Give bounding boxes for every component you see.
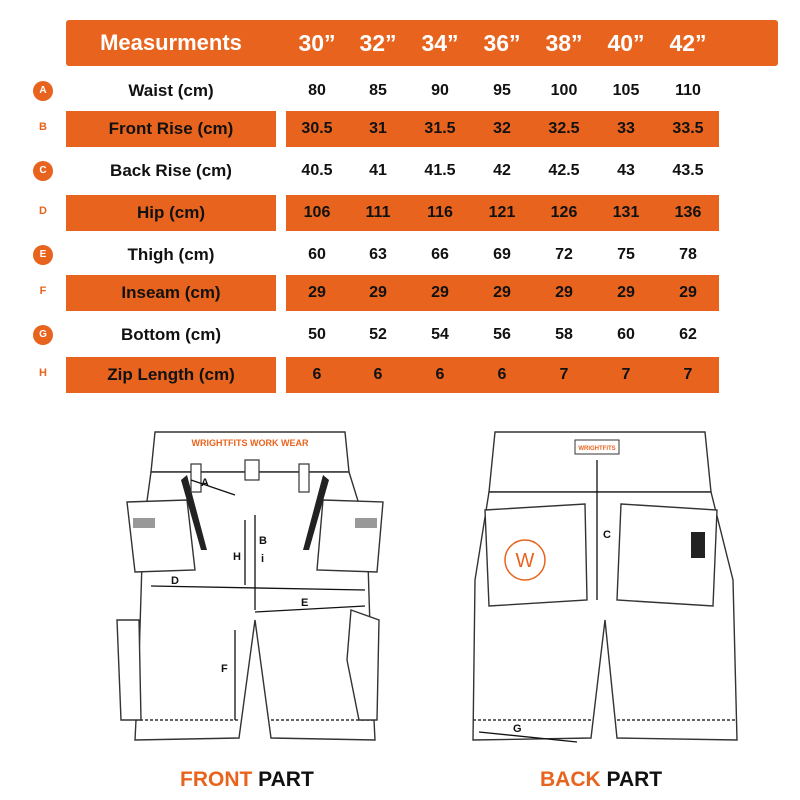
back-label-text: WRIGHTFITS	[578, 446, 616, 452]
table-cell: 52	[369, 326, 387, 343]
front-part-caption: FRONT PART	[180, 768, 314, 791]
size-header: 32”	[359, 30, 397, 56]
marker-g: G	[513, 723, 522, 735]
size-header: 40”	[607, 30, 645, 56]
table-cell: 31	[347, 111, 409, 147]
row-label: Bottom (cm)	[120, 325, 222, 344]
front-waistband-text: WRIGHTFITS WORK WEAR	[191, 438, 309, 448]
table-cell: 40.5	[301, 162, 333, 179]
row-letter-badge: A	[33, 81, 53, 101]
row-letter-badge: H	[39, 367, 47, 379]
table-row	[0, 152, 800, 190]
table-cell: 131	[595, 195, 657, 231]
table-cell: 29	[409, 275, 471, 311]
table-cell: 126	[533, 195, 595, 231]
row-label: Back Rise (cm)	[110, 161, 232, 180]
table-cell: 33	[595, 111, 657, 147]
table-cell: 29	[347, 275, 409, 311]
marker-b: B	[259, 535, 267, 547]
table-cell: 6	[347, 357, 409, 393]
front-left-cargo	[117, 620, 141, 720]
table-cell: 32	[471, 111, 533, 147]
back-shorts-drawing	[445, 420, 765, 760]
row-letter-badge: C	[33, 161, 53, 181]
row-label: Waist (cm)	[128, 81, 214, 100]
table-row	[0, 72, 800, 110]
marker-c: C	[603, 529, 611, 541]
table-cell: 42.5	[548, 162, 580, 179]
table-cell: 121	[471, 195, 533, 231]
table-cell: 90	[431, 82, 449, 99]
back-left-pocket	[485, 504, 587, 606]
row-label: Inseam (cm)	[66, 275, 276, 311]
row-letter-badge: G	[33, 325, 53, 345]
row-label: Front Rise (cm)	[66, 111, 276, 147]
table-cell: 6	[409, 357, 471, 393]
table-cell: 69	[493, 246, 511, 263]
size-header: 38”	[545, 30, 583, 56]
row-label: Thigh (cm)	[127, 245, 215, 264]
table-cell: 105	[612, 82, 640, 99]
front-left-pocket	[127, 500, 195, 572]
table-cell: 7	[595, 357, 657, 393]
table-cell: 60	[617, 326, 635, 343]
table-row	[0, 110, 800, 148]
table-cell: 7	[657, 357, 719, 393]
table-cell: 43	[617, 162, 635, 179]
table-cell: 32.5	[533, 111, 595, 147]
table-cell: 41.5	[424, 162, 456, 179]
marker-i: i	[261, 553, 265, 565]
table-row	[0, 194, 800, 232]
table-cell: 110	[675, 82, 701, 99]
table-row	[0, 316, 800, 354]
table-cell: 63	[369, 246, 387, 263]
table-cell: 85	[369, 82, 387, 99]
table-cell: 43.5	[672, 162, 704, 179]
back-part-caption: BACK PART	[540, 768, 663, 791]
table-cell: 29	[533, 275, 595, 311]
size-header: 36”	[483, 30, 521, 56]
logo-letter: W	[515, 550, 535, 572]
table-cell: 56	[493, 326, 511, 343]
size-header: 42”	[669, 30, 707, 56]
table-cell: 60	[308, 246, 326, 263]
marker-e: E	[301, 597, 309, 609]
row-label: Zip Length (cm)	[66, 357, 276, 393]
table-row	[0, 274, 800, 312]
table-cell: 7	[533, 357, 595, 393]
front-right-pocket	[317, 500, 383, 572]
table-cell: 116	[409, 195, 471, 231]
table-cell: 78	[679, 246, 697, 263]
table-cell: 6	[286, 357, 348, 393]
table-cell: 100	[550, 82, 578, 99]
table-cell: 72	[555, 246, 573, 263]
table-cell: 31.5	[409, 111, 471, 147]
marker-d: D	[171, 575, 179, 587]
table-row	[0, 236, 800, 274]
table-cell: 54	[431, 326, 449, 343]
front-shorts-drawing	[95, 420, 415, 760]
table-cell: 6	[471, 357, 533, 393]
table-cell: 29	[286, 275, 348, 311]
row-label: Hip (cm)	[66, 195, 276, 231]
table-cell: 62	[679, 326, 697, 343]
table-cell: 136	[657, 195, 719, 231]
table-cell: 42	[493, 162, 511, 179]
table-cell: 75	[617, 246, 635, 263]
marker-h: H	[233, 551, 241, 563]
row-letter-badge: D	[39, 205, 47, 217]
table-cell: 95	[493, 82, 511, 99]
size-header: 34”	[421, 30, 459, 56]
row-letter-badge: E	[33, 245, 53, 265]
table-cell: 29	[595, 275, 657, 311]
table-row	[0, 356, 800, 394]
size-header: 30”	[298, 30, 336, 56]
table-cell: 33.5	[657, 111, 719, 147]
table-cell: 30.5	[286, 111, 348, 147]
table-cell: 106	[286, 195, 348, 231]
header-measurements: Measurments	[100, 30, 242, 55]
marker-f: F	[221, 663, 228, 675]
table-cell: 111	[347, 195, 409, 231]
table-cell: 58	[555, 326, 573, 343]
table-cell: 50	[308, 326, 326, 343]
table-cell: 29	[657, 275, 719, 311]
row-letter-badge: F	[39, 285, 47, 297]
table-cell: 41	[369, 162, 387, 179]
table-cell: 66	[431, 246, 449, 263]
table-cell: 29	[471, 275, 533, 311]
table-cell: 80	[308, 82, 326, 99]
marker-a: A	[201, 477, 209, 489]
row-letter-badge: B	[39, 121, 47, 133]
